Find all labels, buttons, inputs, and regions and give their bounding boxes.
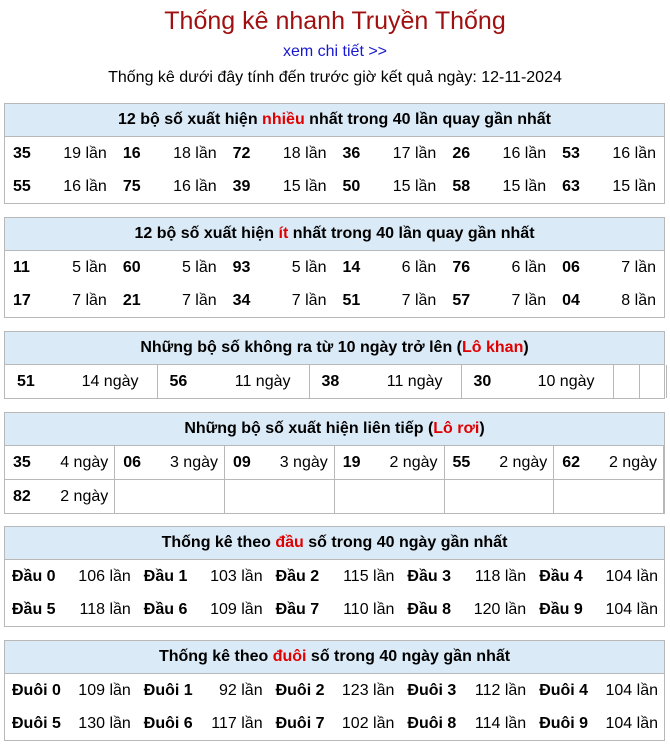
count-label: 7 lần [291, 291, 327, 309]
count-label: 4 ngày [60, 453, 109, 471]
hot-number-cell [5, 170, 115, 203]
count-label: 11 ngày [386, 372, 443, 390]
number-label: Đuôi 4 [539, 681, 589, 699]
hot-number-cell [444, 170, 554, 203]
number-label: 76 [452, 258, 471, 276]
table-row [5, 170, 664, 203]
duoi-cell [5, 674, 137, 707]
dau-stats-section [4, 526, 665, 627]
hot-number-cell [334, 170, 444, 203]
count-label: 7 lần [72, 291, 107, 309]
count-label: 8 lần [621, 291, 656, 309]
table-row [5, 365, 666, 398]
number-label: Đầu 0 [12, 567, 56, 585]
duoi-cell [137, 674, 269, 707]
hot-numbers-table [5, 137, 664, 203]
section-heading: 12 bộ số xuất hiện ít nhất trong 40 lần quay gần nhất [5, 218, 664, 251]
count-label: 109 lần [78, 681, 131, 699]
number-label: Đuôi 8 [407, 714, 457, 732]
number-label: 16 [122, 144, 141, 162]
lo-roi-cell [5, 480, 115, 514]
table-row [5, 593, 664, 626]
number-label: 38 [321, 372, 340, 390]
number-label: 60 [122, 258, 141, 276]
dau-cell [5, 593, 137, 626]
duoi-cell [137, 707, 269, 740]
number-label: 51 [342, 291, 361, 309]
hot-number-cell [225, 170, 335, 203]
number-label: 06 [562, 258, 580, 276]
page-subtitle: Thống kê dưới đây tính đến trước giờ kết quả ngày: 12-11-2024 [108, 69, 562, 86]
dau-cell [400, 593, 532, 626]
view-details-link[interactable]: xem chi tiết >> [282, 43, 388, 60]
number-label: 06 [123, 453, 142, 471]
cold-number-cell [444, 251, 554, 284]
lo-khan-cell [461, 365, 613, 398]
empty-cell [444, 480, 554, 514]
count-label: 130 lần [78, 714, 131, 732]
table-row [5, 446, 664, 480]
page-title: Thống kê nhanh Truyền Thống [164, 7, 506, 35]
table-row [5, 480, 664, 514]
count-label: 3 ngày [169, 453, 218, 471]
duoi-cell [269, 674, 401, 707]
cold-numbers-section [4, 217, 665, 318]
dau-cell [137, 593, 269, 626]
number-label: 93 [232, 258, 251, 276]
count-label: 5 lần [72, 258, 107, 276]
number-label: 34 [232, 291, 251, 309]
number-label: Đầu 3 [407, 567, 451, 585]
table-row [5, 674, 664, 707]
cold-number-cell [115, 251, 225, 284]
number-label: 72 [232, 144, 251, 162]
number-label: Đầu 6 [143, 600, 188, 618]
duoi-cell [532, 674, 664, 707]
number-label: 53 [562, 144, 580, 162]
number-label: 30 [473, 372, 492, 390]
hot-number-cell [5, 137, 115, 170]
count-label: 109 lần [210, 600, 263, 618]
count-label: 123 lần [341, 681, 395, 699]
count-label: 2 ngày [499, 453, 548, 471]
duoi-stats-section [4, 640, 665, 741]
dau-cell [532, 560, 664, 593]
lo-roi-section [4, 412, 665, 514]
count-label: 104 lần [605, 600, 658, 618]
number-label: 35 [13, 453, 31, 471]
count-label: 10 ngày [537, 372, 595, 390]
count-label: 18 lần [282, 144, 327, 162]
lo-roi-cell [444, 446, 554, 480]
dau-stats-table [5, 560, 664, 626]
number-label: 57 [452, 291, 471, 309]
count-label: 18 lần [173, 144, 217, 162]
duoi-stats-table [5, 674, 664, 740]
number-label: Đuôi 1 [143, 681, 193, 699]
cold-number-cell [444, 284, 554, 317]
count-label: 104 lần [605, 714, 658, 732]
cold-number-cell [225, 284, 335, 317]
lo-khan-cell [5, 365, 157, 398]
duoi-cell [400, 707, 532, 740]
number-label: Đuôi 7 [275, 714, 325, 732]
count-label: 110 lần [343, 600, 395, 618]
hot-number-cell [115, 170, 225, 203]
section-heading: Thống kê theo đuôi số trong 40 ngày gần nhất [5, 641, 664, 674]
table-row [5, 137, 664, 170]
number-label: 56 [169, 372, 188, 390]
lo-khan-section [4, 331, 665, 399]
empty-cell [554, 480, 664, 514]
hot-number-cell [225, 137, 335, 170]
number-label: 19 [342, 453, 361, 471]
count-label: 16 lần [173, 177, 217, 195]
lo-roi-cell [334, 446, 444, 480]
empty-cell [115, 480, 225, 514]
empty-cell [639, 365, 666, 398]
count-label: 15 lần [392, 177, 437, 195]
duoi-cell [400, 674, 532, 707]
number-label: Đuôi 9 [539, 714, 589, 732]
number-label: 04 [562, 291, 580, 309]
dau-cell [269, 560, 401, 593]
cold-number-cell [334, 251, 444, 284]
number-label: 75 [122, 177, 141, 195]
hot-number-cell [554, 170, 664, 203]
count-label: 115 lần [343, 567, 395, 585]
count-label: 16 lần [63, 177, 107, 195]
count-label: 15 lần [502, 177, 547, 195]
number-label: 09 [233, 453, 251, 471]
number-label: 58 [452, 177, 471, 195]
number-label: 14 [342, 258, 361, 276]
number-label: Đuôi 2 [275, 681, 325, 699]
empty-cell [334, 480, 444, 514]
duoi-cell [5, 707, 137, 740]
count-label: 5 lần [181, 258, 217, 276]
lo-roi-cell [115, 446, 225, 480]
count-label: 106 lần [78, 567, 131, 585]
number-label: Đuôi 0 [12, 681, 61, 699]
count-label: 3 ngày [279, 453, 328, 471]
number-label: Đuôi 3 [407, 681, 457, 699]
number-label: Đầu 8 [407, 600, 451, 618]
cold-number-cell [5, 284, 115, 317]
cold-number-cell [5, 251, 115, 284]
lo-khan-cell [157, 365, 309, 398]
number-label: Đầu 2 [275, 567, 320, 585]
count-label: 102 lần [341, 714, 395, 732]
count-label: 117 lần [211, 714, 263, 732]
number-label: 39 [232, 177, 251, 195]
hot-number-cell [444, 137, 554, 170]
number-label: 55 [13, 177, 31, 195]
table-row [5, 251, 664, 284]
number-label: 50 [342, 177, 361, 195]
count-label: 17 lần [392, 144, 437, 162]
number-label: 62 [562, 453, 581, 471]
number-label: 26 [452, 144, 471, 162]
number-label: Đầu 4 [539, 567, 583, 585]
number-label: 55 [452, 453, 471, 471]
table-row [5, 707, 664, 740]
cold-number-cell [115, 284, 225, 317]
count-label: 15 lần [282, 177, 327, 195]
count-label: 104 lần [605, 681, 658, 699]
lo-roi-cell [554, 446, 664, 480]
dau-cell [137, 560, 269, 593]
count-label: 2 ngày [60, 487, 109, 505]
number-label: Đuôi 5 [12, 714, 61, 732]
number-label: 11 [13, 258, 30, 276]
lo-roi-cell [225, 446, 335, 480]
count-label: 16 lần [502, 144, 547, 162]
hot-number-cell [554, 137, 664, 170]
count-label: 103 lần [210, 567, 263, 585]
number-label: Đầu 5 [12, 600, 56, 618]
duoi-cell [269, 707, 401, 740]
number-label: 36 [342, 144, 361, 162]
number-label: Đầu 1 [143, 567, 188, 585]
count-label: 19 lần [63, 144, 107, 162]
lo-roi-table [5, 446, 664, 513]
empty-cell [225, 480, 335, 514]
count-label: 7 lần [401, 291, 437, 309]
dau-cell [400, 560, 532, 593]
dau-cell [532, 593, 664, 626]
number-label: Đầu 7 [275, 600, 320, 618]
dau-cell [269, 593, 401, 626]
hot-number-cell [334, 137, 444, 170]
count-label: 16 lần [612, 144, 656, 162]
count-label: 5 lần [291, 258, 327, 276]
dau-cell [5, 560, 137, 593]
count-label: 104 lần [605, 567, 658, 585]
count-label: 92 lần [219, 681, 263, 699]
count-label: 112 lần [474, 681, 527, 699]
lo-khan-table [5, 365, 667, 398]
count-label: 118 lần [79, 600, 131, 618]
count-label: 6 lần [511, 258, 547, 276]
count-label: 7 lần [511, 291, 547, 309]
number-label: 51 [17, 372, 35, 390]
lo-khan-cell [309, 365, 461, 398]
number-label: Đầu 9 [539, 600, 583, 618]
count-label: 11 ngày [234, 372, 291, 390]
empty-cell [613, 365, 639, 398]
cold-numbers-table [5, 251, 664, 317]
number-label: 35 [13, 144, 31, 162]
number-label: 21 [122, 291, 141, 309]
count-label: 15 lần [612, 177, 656, 195]
lo-roi-cell [5, 446, 115, 480]
number-label: Đuôi 6 [143, 714, 193, 732]
count-label: 114 lần [474, 714, 527, 732]
table-row [5, 284, 664, 317]
count-label: 14 ngày [81, 372, 139, 390]
number-label: 17 [13, 291, 31, 309]
table-row [5, 560, 664, 593]
section-heading: Những bộ số không ra từ 10 ngày trở lên (Lô khan) [5, 332, 664, 365]
duoi-cell [532, 707, 664, 740]
count-label: 2 ngày [608, 453, 657, 471]
section-heading: Những bộ số xuất hiện liên tiếp (Lô rơi) [5, 413, 664, 446]
count-label: 118 lần [474, 567, 527, 585]
hot-number-cell [115, 137, 225, 170]
cold-number-cell [225, 251, 335, 284]
count-label: 2 ngày [389, 453, 438, 471]
section-heading: 12 bộ số xuất hiện nhiều nhất trong 40 lần quay gần nhất [5, 104, 664, 137]
count-label: 7 lần [621, 258, 656, 276]
cold-number-cell [554, 251, 664, 284]
count-label: 7 lần [181, 291, 217, 309]
number-label: 63 [562, 177, 580, 195]
cold-number-cell [334, 284, 444, 317]
count-label: 6 lần [401, 258, 437, 276]
number-label: 82 [13, 487, 31, 505]
count-label: 120 lần [473, 600, 527, 618]
section-heading: Thống kê theo đầu số trong 40 ngày gần nhất [5, 527, 664, 560]
hot-numbers-section [4, 103, 665, 204]
cold-number-cell [554, 284, 664, 317]
